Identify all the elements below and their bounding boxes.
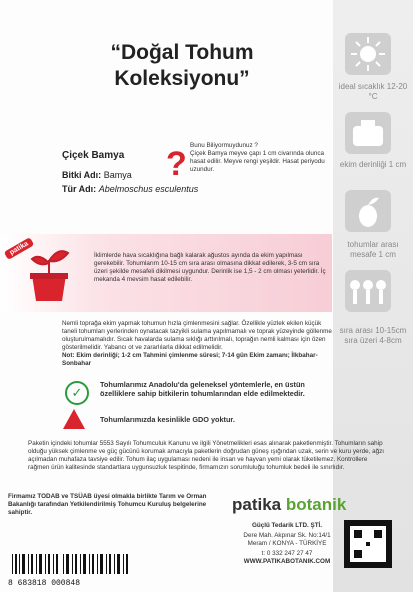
- sowing-text: İklimlerde hava sıcaklığına bağlı kalarak ağustos ayında da ekim yapılması gerekebilir. Tohumlarım 10-15 cm sıra arası olmasına dikkat edilerek, 3-5 cm sıra üzeri şekilde mesafeli dikilmesi uygundur. Derinlik ise 1,5 - 2 cm olması yeterlidir. İç mekanda 4 mevsim hasat edilebilir.: [94, 252, 326, 283]
- qr-code: [344, 520, 392, 568]
- company-phone: t: 0 332 247 27 47: [261, 550, 313, 557]
- plant-name: Çiçek Bamya: [62, 150, 125, 161]
- row-spacing-icon: [345, 270, 391, 312]
- registry-text: Firmamız TODAB ve TSÜAB üyesi olmakla birlikte Tarım ve Orman Bakanlığı tarafından Yetkilendirilmiş Tohumcu Kuruluş belgelerine sahiptir.: [8, 493, 207, 516]
- brand-logo: patika botanik: [232, 495, 347, 514]
- sun-icon: [345, 33, 391, 75]
- company-address1: Dere Mah. Akpınar Sk. No:14/1: [243, 532, 331, 539]
- company-address2: Meram / KONYA - TÜRKİYE: [247, 540, 327, 547]
- plant-common-name: Bitki Adı: Bamya: [62, 170, 132, 180]
- company-web: WWW.PATIKABOTANIK.COM: [243, 558, 331, 565]
- sidebar-depth-label: ekim derinliği 1 cm: [339, 160, 407, 169]
- did-you-know-title: Bunu Biliyormuydunuz ?: [190, 142, 258, 149]
- plant-species-name: Tür Adı: Abelmoschus esculentus: [62, 184, 199, 194]
- feature-traditional: Tohumlarımız Anadolu'da geleneksel yöntemlerle, en üstün özelliklere sahip bitkilerin tohumlarından elde edilmektedir.: [100, 380, 305, 398]
- sidebar-row-label: sıra arası 10-15cm sıra üzeri 4-8cm: [339, 326, 407, 345]
- legal-text: Paketin içindeki tohumlar 5553 Sayılı Tohumculuk Kanunu ve ilgili Yönetmelikleri esas alınarak paketlenmiştir. Tohumların sahip olduğu yüksek çimlenme ve güç gücünü korumak amacıyla paketlerin doğrudan güneş ışığından uzak, serin ve kuru yerde, ağzı açılmadan muhafaza tavsiye edilir. Tohum ilaç uygulaması nedeni ile insan ve hayvan yemi olarak tüketilemez. Kontrollere rağmen ürün kalitesinde standartlara uygunsuzluk tespitinde, firmamızın sorumluluğu tohumluk bedeli ile sınırlıdır.: [28, 440, 384, 471]
- barcode-number: 8 683818 000848: [8, 579, 81, 588]
- note-line: Not: Ekim derinliği; 1-2 cm Tahmini çimlenme süresi; 7-14 gün Ekim zamanı; İlkbahar-Sonbahar: [62, 352, 318, 367]
- patika-badge: patika: [4, 237, 35, 260]
- check-icon: ✓: [65, 381, 89, 405]
- company-name: Güçlü Tedarik LTD. ŞTİ.: [251, 522, 323, 529]
- seed-spacing-icon: [345, 190, 391, 232]
- sidebar-spacing-label: tohumlar arası mesafe 1 cm: [347, 240, 399, 259]
- question-icon: ?: [166, 145, 187, 183]
- feature-gdo: Tohumlarımızda kesinlikle GDO yoktur.: [100, 415, 235, 424]
- barcode: [8, 554, 134, 588]
- page-title: “Doğal Tohum Koleksiyonu”: [110, 41, 254, 90]
- care-text: Nemli toprağa ekim yapmak tohumun hızla çimlenmesini sağlar. Özellikle yüzlek ekilen küçük taneli tohumları yerlerinden oynatacak tazyikli sulama yapılmamalı ve toprak yüzeyinde göllenme oluşturulmamalıdır. Sıcak havalarda sulama sıklığı arttırılmalı, toprağın nemli kalması için özen gösterilmelidir. Yabancı ot ve zararlılarla dikkat edilmelidir.: [62, 320, 332, 351]
- warning-icon: [63, 409, 85, 429]
- sidebar-temp-label: ideal sıcaklık 12-20 °C: [338, 82, 408, 101]
- depth-icon: [345, 112, 391, 154]
- did-you-know-text: Çiçek Bamya meyve çapı 1 cm civarında olunca hasat edilir. Meyve rengi yeşildir. Hasat periyodu uzundur.: [190, 150, 325, 173]
